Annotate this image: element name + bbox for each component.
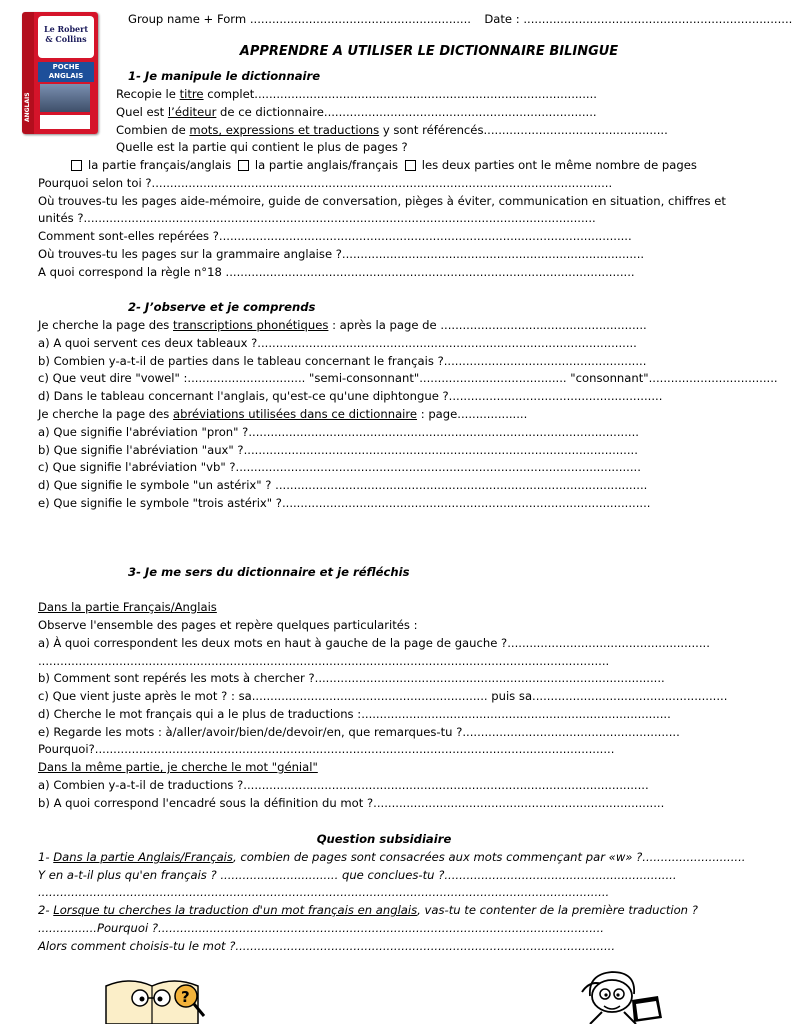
q-marked: Comment sont-elles repérées ?................................................................................................................ — [38, 229, 632, 243]
qs-2-why: ................Pourquoi ?......................................................................................................................... — [38, 921, 604, 935]
q3-a-cont: ........................................................................................................................................................... — [38, 654, 610, 668]
q3-b: b) Comment sont repérés les mots à chercher ?............................................................................................... — [38, 671, 665, 685]
q3-genial-a: a) Combien y-a-t-il de traductions ?.............................................................................................................. — [38, 778, 649, 792]
subheading-genial: Dans la même partie, je cherche le mot "génial" — [38, 760, 318, 774]
checkbox-equal[interactable] — [405, 160, 416, 171]
q-count: Combien de mots, expressions et traductions y sont référencés.................................................. — [116, 123, 668, 137]
q2-b: b) Combien y-a-t-il de parties dans le tableau concernant le français ?....................................................... — [38, 354, 647, 368]
q3-c: c) Que vient juste après le mot ? : sa................................................................ puis sa..................................................... — [38, 689, 728, 703]
subheading-fr-en: Dans la partie Français/Anglais — [38, 600, 217, 614]
qs-1-line: ........................................................................................................................................................... — [38, 885, 610, 899]
q-editor: Quel est l’éditeur de ce dictionnaire.......................................................................... — [116, 105, 597, 119]
q2-abbr-b: b) Que signifie l'abréviation "aux" ?........................................................................................................... — [38, 443, 638, 457]
qs-2-how: Alors comment choisis-tu le mot ?....................................................................................................... — [38, 939, 616, 953]
page-title: APPRENDRE A UTILISER LE DICTIONNAIRE BILINGUE — [239, 44, 619, 59]
subsidiary-heading: Question subsidiaire — [316, 832, 452, 846]
q2-abbr-e: e) Que signifie le symbole "trois astérix" ?.................................................................................................... — [38, 496, 651, 510]
cover-photo — [40, 84, 90, 112]
q-why: Pourquoi selon toi ?............................................................................................................................. — [38, 176, 613, 190]
qs-2: 2- Lorsque tu cherches la traduction d'un mot français en anglais, vas-tu te contenter de la première traduction ? — [38, 903, 698, 917]
q-rule-18: A quoi correspond la règle n°18 ............................................................................................................... — [38, 265, 635, 279]
q3-intro: Observe l'ensemble des pages et repère quelques particularités : — [38, 618, 418, 632]
q3-genial-b: b) A quoi correspond l'encadré sous la définition du mot ?............................................................................... — [38, 796, 665, 810]
checkbox-en-fr[interactable] — [238, 160, 249, 171]
q2-a: a) A quoi servent ces deux tableaux ?....................................................................................................... — [38, 336, 637, 350]
cover-edition: POCHE ANGLAIS — [38, 62, 94, 82]
group-name-field: Group name + Form ............................................................ — [128, 12, 471, 26]
q2-abbr-c: c) Que signifie l'abréviation "vb" ?.............................................................................................................. — [38, 460, 641, 474]
cover-spine: ANGLAIS — [24, 92, 31, 122]
svg-text:?: ? — [181, 988, 190, 1006]
section-3-heading: 3- Je me sers du dictionnaire et je réfléchis — [128, 565, 410, 579]
options-row: la partie français/anglais la partie anglais/français les deux parties ont le même nombre de pages — [68, 158, 736, 173]
q3-why: Pourquoi?............................................................................................................................................. — [38, 742, 615, 756]
q-grammar: Où trouves-tu les pages sur la grammaire anglaise ?.................................................................................. — [38, 247, 645, 261]
qs-1: 1- Dans la partie Anglais/Français, combien de pages sont consacrées aux mots commençant par «w» ?............................ — [38, 850, 746, 864]
q3-e: e) Regarde les mots : à/aller/avoir/bien/de/devoir/en, que remarques-tu ?........................................................... — [38, 725, 680, 739]
cover-footer — [40, 115, 90, 129]
dictionary-cover-image — [22, 12, 98, 134]
thinking-man-illustration — [572, 966, 668, 1024]
q-phonetic: Je cherche la page des transcriptions phonétiques : après la page de ........................................................ — [38, 318, 647, 332]
q-largest-part: Quelle est la partie qui contient le plus de pages ? — [116, 140, 408, 154]
book-character-illustration — [100, 972, 210, 1024]
q2-abbr-a: a) Que signifie l'abréviation "pron" ?.......................................................................................................... — [38, 425, 639, 439]
q3-d: d) Cherche le mot français qui a le plus de traductions :.................................................................................... — [38, 707, 671, 721]
q-title: Recopie le titre complet............................................................................................. — [116, 87, 597, 101]
q2-d: d) Dans le tableau concernant l'anglais, qu'est-ce qu'une diphtongue ?.......................................................... — [38, 389, 663, 403]
checkbox-fr-en[interactable] — [71, 160, 82, 171]
q3-a: a) À quoi correspondent les deux mots en haut à gauche de la page de gauche ?....................................................... — [38, 636, 710, 650]
date-field: Date : ......................................................................... — [484, 12, 792, 26]
q-abbreviations: Je cherche la page des abréviations utilisées dans ce dictionnaire : page................... — [38, 407, 528, 421]
section-1-heading: 1- Je manipule le dictionnaire — [128, 69, 321, 83]
q-memo-pages: Où trouves-tu les pages aide-mémoire, guide de conversation, pièges à éviter, communication en situation, chiffres et — [38, 194, 726, 208]
header-line — [128, 12, 792, 27]
q2-c: c) Que veut dire "vowel" :................................ "semi-consonnant"........................................ "consonnant"................................... — [38, 371, 778, 385]
section-2-heading: 2- J’observe et je comprends — [128, 300, 316, 314]
q-memo-pages-cont: unités ?........................................................................................................................................... — [38, 211, 596, 225]
cover-logo: Le Robert & Collins — [38, 16, 94, 58]
qs-1-cont: Y en a-t-il plus qu'en français ? ................................ que conclues-tu ?............................................................... — [38, 868, 677, 882]
q2-abbr-d: d) Que signifie le symbole "un astérix" ? ..................................................................................................... — [38, 478, 648, 492]
